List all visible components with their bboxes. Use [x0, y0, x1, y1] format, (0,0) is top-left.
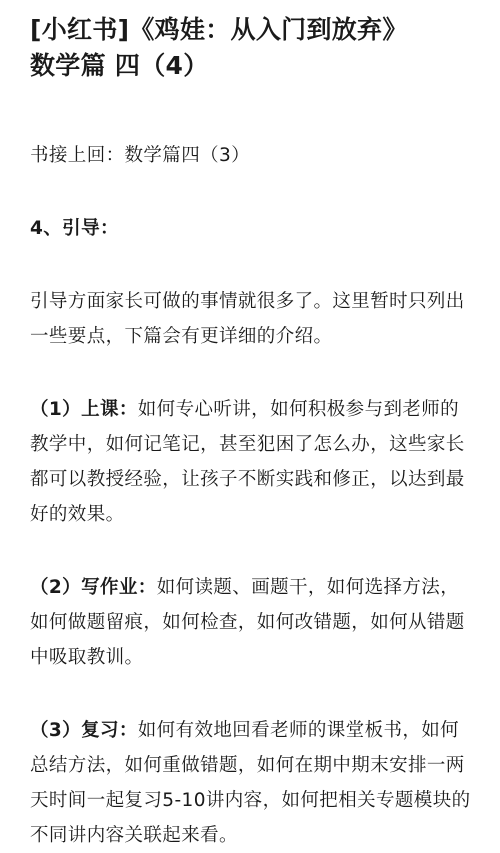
title-line-2: 数学篇 四（4）	[30, 51, 209, 80]
section-heading: 4、引导：	[30, 218, 119, 239]
point-label: （2）写作业：	[30, 577, 157, 598]
point-label: （3）复习：	[30, 720, 138, 741]
intro-paragraph: 书接上回：数学篇四（3）	[30, 145, 251, 166]
article-title	[30, 0, 472, 84]
point-text: 如何有效地回看老师的课堂板书，如何总结方法，如何重做错题，如何在期中期末安排一两天时间一起复习5-10讲内容，如何把相关专题模块的不同讲内容关联起来看。	[30, 720, 471, 846]
point-text: 如何读题、画题干，如何选择方法，如何做题留痕，如何检查，如何改错题，如何从错题中吸取教训。	[30, 577, 465, 668]
point-text: 如何专心听讲，如何积极参与到老师的教学中，如何记笔记，甚至犯困了怎么办，这些家长都可以教授经验，让孩子不断实践和修正，以达到最好的效果。	[30, 399, 465, 525]
point-label: （1）上课：	[30, 399, 138, 420]
section-intro-paragraph: 引导方面家长可做的事情就很多了。这里暂时只列出一些要点，下篇会有更详细的介绍。	[30, 291, 465, 347]
point-review	[30, 713, 472, 853]
title-line-1: [小红书]《鸡娃：从入门到放弃》	[30, 15, 408, 44]
point-class	[30, 392, 472, 532]
point-homework	[30, 570, 472, 675]
